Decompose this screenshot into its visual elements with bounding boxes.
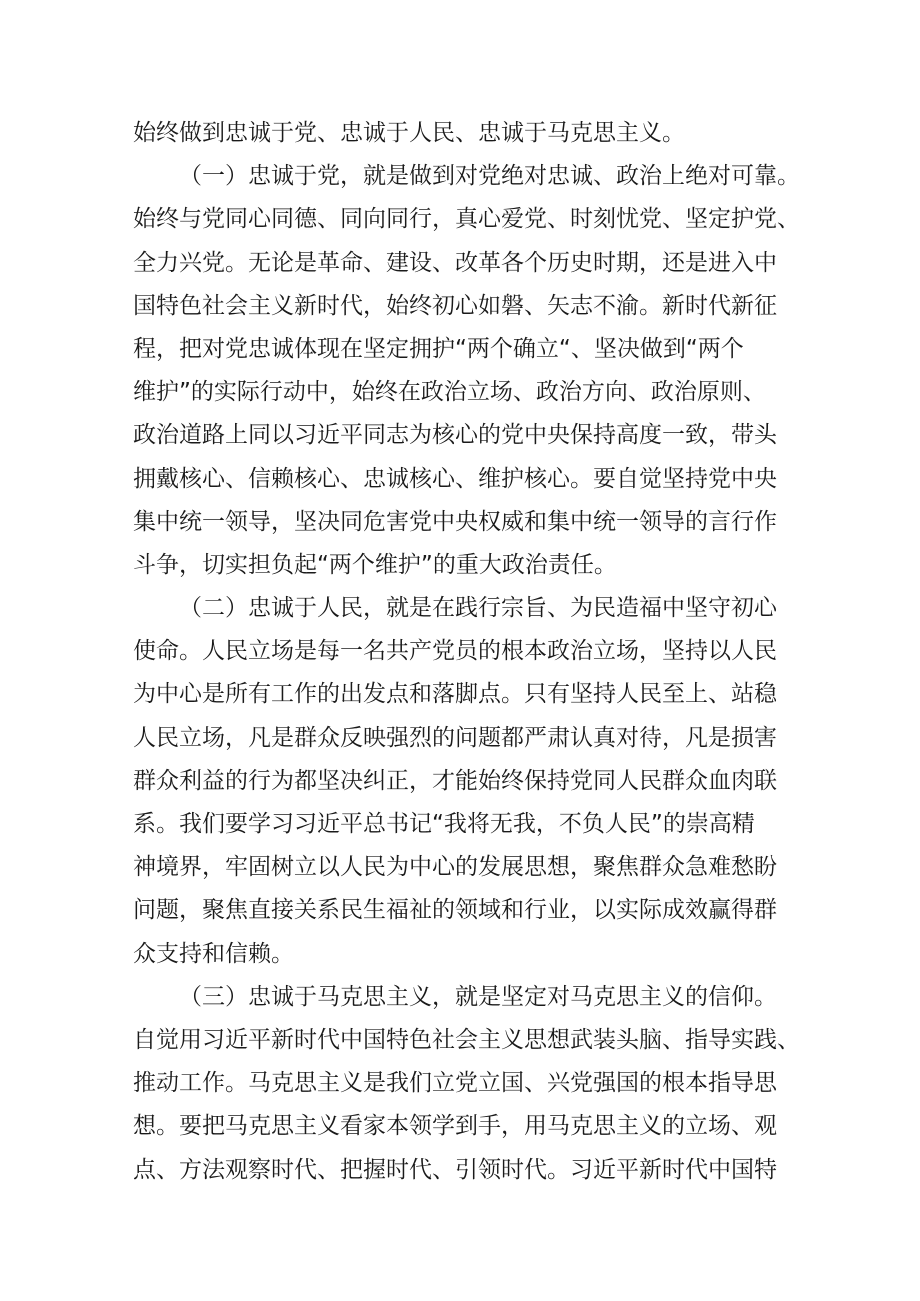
text-line: 始终做到忠诚于党、忠诚于人民、忠诚于马克思主义。 bbox=[133, 120, 685, 146]
text-line: 人民立场，凡是群众反映强烈的问题都严肃认真对待，凡是损害 bbox=[133, 724, 777, 751]
text-line: 自觉用习近平新时代中国特色社会主义思想武装头脑、指导实践、 bbox=[133, 1026, 800, 1053]
text-line: 推动工作。马克思主义是我们立党立国、兴党强国的根本指导思 bbox=[133, 1070, 777, 1097]
text-line: 拥戴核心、信赖核心、忠诚核心、维护核心。要自觉坚持党中央 bbox=[133, 465, 777, 492]
text-line: 群众利益的行为都坚决纠正，才能始终保持党同人民群众血肉联 bbox=[133, 767, 777, 794]
text-line: 斗争，切实担负起“两个维护”的重大政治责任。 bbox=[133, 551, 617, 578]
paragraph-3-heading: （三）忠诚于马克思主义，就是坚定对马克思主义的信仰。 bbox=[179, 983, 777, 1010]
text-line: 使命。人民立场是每一名共产党员的根本政治立场，坚持以人民 bbox=[133, 638, 777, 665]
paragraph-2-heading: （二）忠诚于人民，就是在践行宗旨、为民造福中坚守初心 bbox=[179, 595, 777, 622]
text-line: 程，把对党忠诚体现在坚定拥护“两个确立“、坚决做到“两个 bbox=[133, 335, 744, 362]
text-line: 想。要把马克思主义看家本领学到手，用马克思主义的立场、观 bbox=[133, 1113, 777, 1140]
paragraph-1-heading: （一）忠诚于党，就是做到对党绝对忠诚、政治上绝对可靠。 bbox=[179, 163, 800, 190]
text-line: 为中心是所有工作的出发点和落脚点。只有坚持人民至上、站稳 bbox=[133, 681, 777, 708]
text-line: 众支持和信赖。 bbox=[133, 940, 294, 967]
text-line: 国特色社会主义新时代，始终初心如磐、矢志不渝。新时代新征 bbox=[133, 292, 777, 319]
text-line: 始终与党同心同德、同向同行，真心爱党、时刻忧党、坚定护党、 bbox=[133, 206, 800, 233]
text-line: 政治道路上同以习近平同志为核心的党中央保持高度一致，带头 bbox=[133, 422, 777, 449]
document-body bbox=[133, 112, 800, 1192]
text-line: 维护”的实际行动中，始终在政治立场、政治方向、政治原则、 bbox=[133, 379, 766, 406]
text-line: 系。我们要学习习近平总书记“我将无我，不负人民”的崇高精 bbox=[133, 811, 755, 837]
text-line: 神境界，牢固树立以人民为中心的发展思想，聚焦群众急难愁盼 bbox=[133, 854, 777, 881]
text-line: 问题，聚焦直接关系民生福祉的领域和行业，以实际成效赢得群 bbox=[133, 897, 777, 924]
text-line: 集中统一领导，坚决同危害党中央权威和集中统一领导的言行作 bbox=[133, 508, 777, 535]
text-line: 点、方法观察时代、把握时代、引领时代。习近平新时代中国特 bbox=[133, 1156, 777, 1183]
text-line: 全力兴党。无论是革命、建设、改革各个历史时期，还是进入中 bbox=[133, 249, 777, 276]
